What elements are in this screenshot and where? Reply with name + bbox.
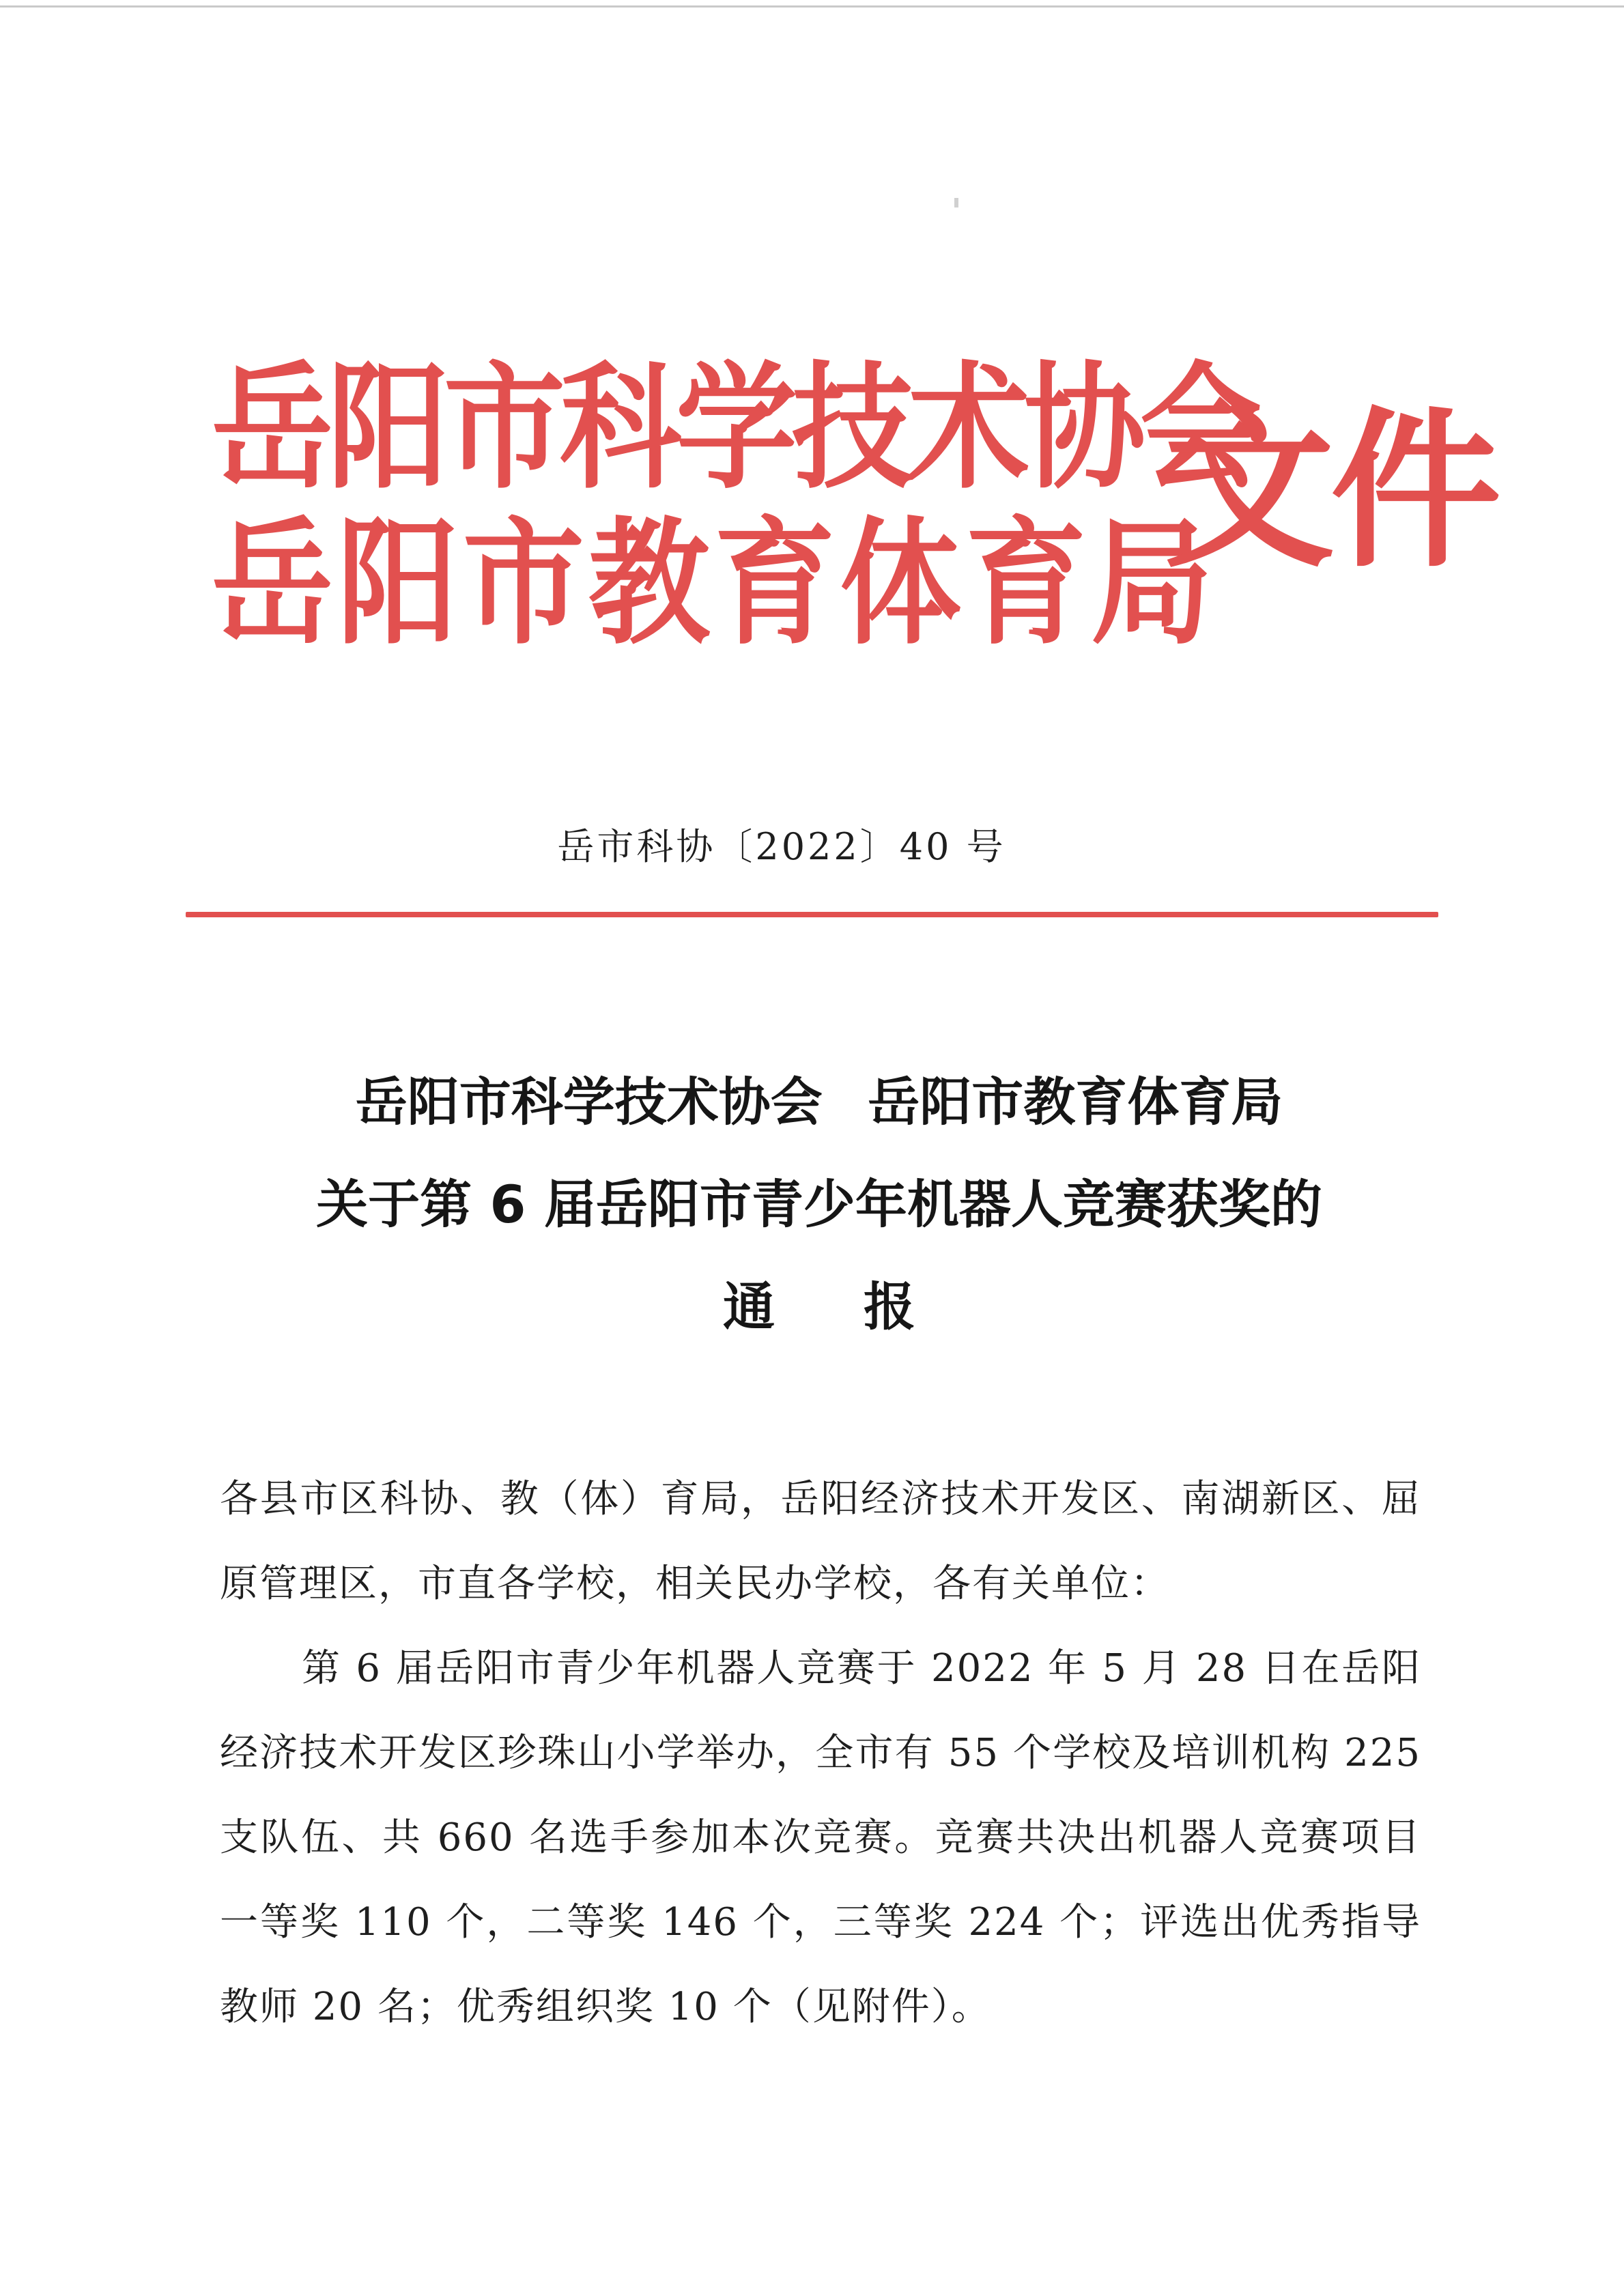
issuing-organizations — [212, 341, 1256, 663]
title-line-1: 岳阳市科学技术协会 岳阳市教育体育局 — [355, 1072, 1283, 1132]
document-title — [0, 1051, 1624, 1358]
scan-speck — [954, 198, 958, 207]
body-paragraph-1: 第 6 届岳阳市青少年机器人竞赛于 2022 年 5 月 28 日在岳阳经济技术开发区珍珠山小学举办，全市有 55 个学校及培训机构 225 支队伍、共 660 名选手参加本次竞赛。竞赛共决出机器人竞赛项目一等奖 110 个，二等奖 146 个，三等奖 224 个；评选出优秀指导教师 20 名；优秀组织奖 10 个（见附件）。 — [220, 1646, 1421, 2029]
org-name-science-association: 岳阳市科学技术协会 — [212, 349, 1256, 508]
document-header — [212, 341, 1497, 723]
document-number: 岳市科协〔2022〕40 号 — [557, 825, 1006, 868]
document-body — [220, 1457, 1421, 2050]
org-name-education-bureau: 岳阳市教育体育局 — [212, 504, 1216, 663]
scan-top-edge — [0, 5, 1624, 8]
title-line-3: 通报 — [723, 1276, 1004, 1337]
title-line-2: 关于第 6 届岳阳市青少年机器人竞赛获奖的 — [316, 1174, 1322, 1235]
addressee-paragraph: 各县市区科协、教（体）育局，岳阳经济技术开发区、南湖新区、屈原管理区，市直各学校，相关民办学校，各有关单位： — [220, 1477, 1421, 1606]
red-separator-line — [186, 912, 1438, 917]
document-type-label: 文件 — [1164, 392, 1497, 590]
